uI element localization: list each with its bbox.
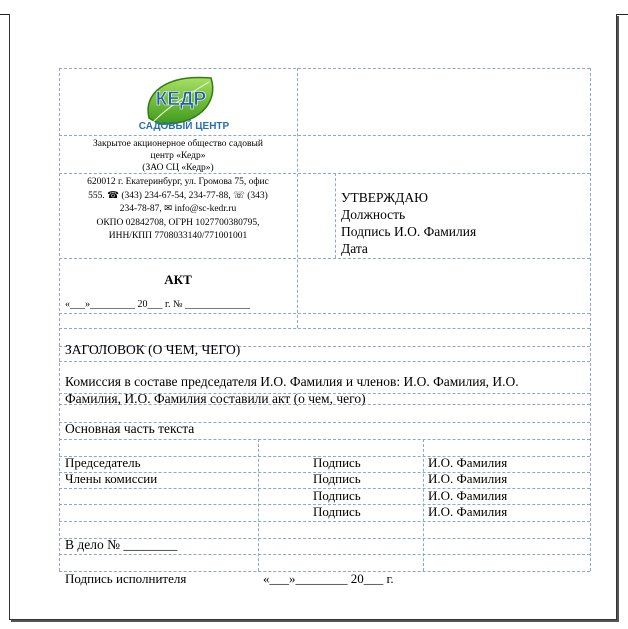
executor-date-field[interactable]: «___»________ 20___ г. — [263, 571, 394, 586]
svg-text:КЕДР: КЕДР — [155, 89, 207, 110]
approve-position: Должность — [341, 207, 406, 222]
svg-text:САДОВЫЙ ЦЕНТР: САДОВЫЙ ЦЕНТР — [138, 121, 230, 132]
member-1-name: И.О. Фамилия — [428, 471, 508, 486]
kedr-logo-icon — [129, 72, 239, 134]
chairman-name: И.О. Фамилия — [428, 455, 508, 470]
file-number-field[interactable]: В дело № ________ — [65, 537, 178, 552]
commission-line-1: Комиссия в составе председателя И.О. Фамилия и членов: И.О. Фамилия, И.О. — [65, 374, 519, 389]
main-text: Основная часть текста — [65, 421, 195, 436]
document-heading: ЗАГОЛОВОК (О ЧЕМ, ЧЕГО) — [65, 342, 241, 357]
approve-date: Дата — [341, 241, 368, 256]
member-2-name: И.О. Фамилия — [428, 488, 508, 503]
company-name: Закрытое акционерное общество садовый центр «Кедр» (ЗАО СЦ «Кедр») — [93, 139, 263, 173]
act-title: АКТ — [164, 272, 192, 287]
commission-line-2: Фамилия, И.О. Фамилия составили акт (о чем, чего) — [65, 391, 366, 406]
company-logo — [129, 72, 239, 134]
approve-title: УТВЕРЖДАЮ — [341, 190, 429, 205]
member-3-name: И.О. Фамилия — [428, 504, 508, 519]
window-top-border — [0, 0, 628, 15]
member-1-sign: Подпись — [313, 471, 361, 486]
approve-signature: Подпись И.О. Фамилия — [341, 224, 477, 239]
document-page — [9, 14, 617, 620]
members-label: Члены комиссии — [65, 471, 158, 486]
company-address: 620012 г. Екатеринбург, ул. Громова 75, офис 555. ☎ (343) 234-67-54, 234-77-88, ☏ (343) 234-78-87, ✉ info@sc-kedr.ru ОКПО 02842708, ОГРН 1027700380795, ИНН/КПП 7708033140/771001001 — [87, 177, 269, 241]
document-table — [59, 68, 590, 586]
chairman-sign: Подпись — [313, 455, 361, 470]
member-2-sign: Подпись — [313, 488, 361, 503]
act-date-number-field[interactable]: «___»_________ 20___ г. № _____________ — [65, 299, 251, 310]
chairman-label: Председатель — [65, 455, 141, 470]
member-3-sign: Подпись — [313, 504, 361, 519]
executor-label: Подпись исполнителя — [65, 571, 187, 586]
